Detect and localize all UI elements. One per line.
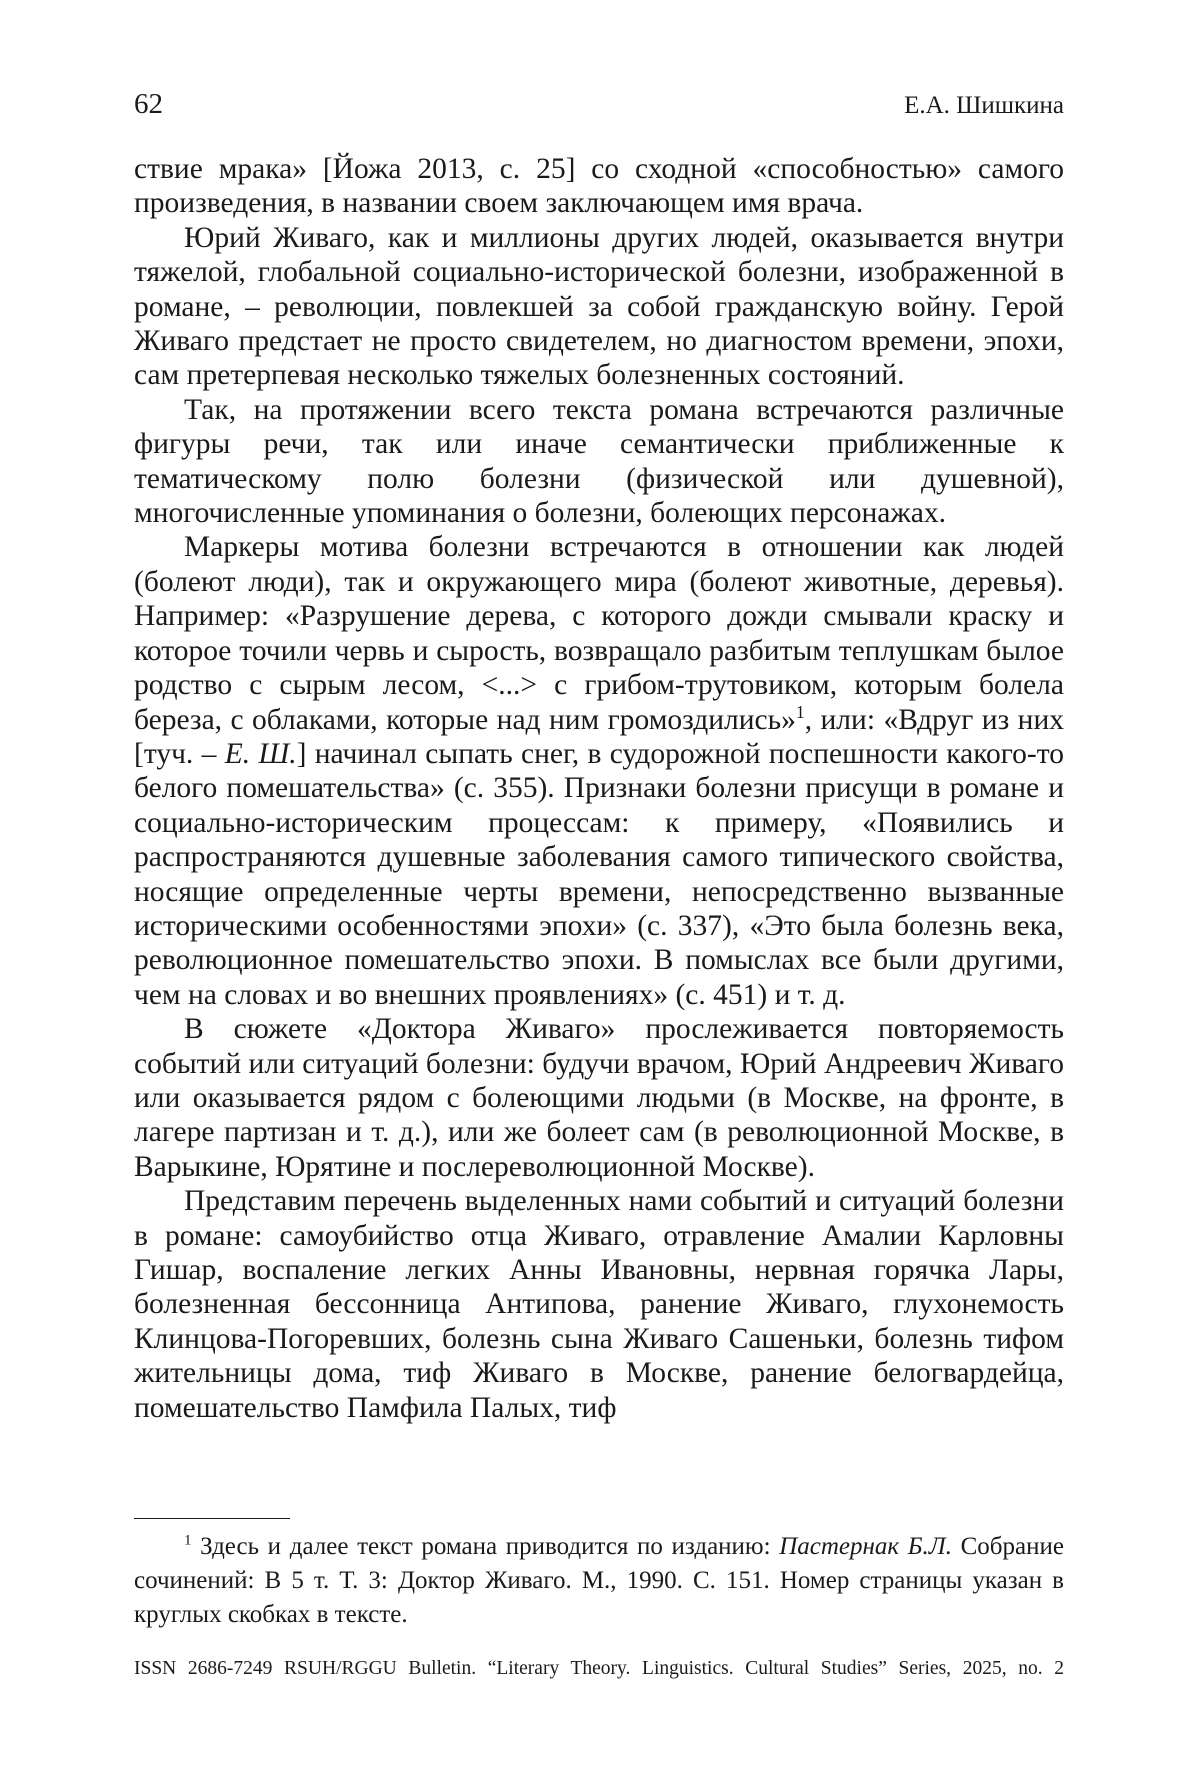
paragraph-3: Так, на протяжении всего текста романа встречаются различные фигуры речи, так или иначе семантически приближенные к тематическому полю болезни (физической или душевной), многочисленные упоминания о болезни, болеющих персонажах. — [134, 393, 1064, 531]
article-body — [134, 152, 1064, 1425]
running-author: Е.А. Шишкина — [904, 92, 1064, 120]
page-number: 62 — [134, 88, 163, 121]
paragraph-5: В сюжете «Доктора Живаго» прослеживается повторяемость событий или ситуаций болезни: будучи врачом, Юрий Андреевич Живаго или оказывается рядом с болеющими людьми (в Москве, на фронте, в лагере партизан и т. д.), или же болеет сам (в революционной Москве, в Варыкине, Юрятине и послереволюционной Москве). — [134, 1012, 1064, 1184]
journal-page — [0, 0, 1200, 1780]
paragraph-4-part-a: Маркеры мотива болезни встречаются в отношении как людей (болеют люди), так и окружающего мира (болеют животные, деревья). Например: «Разрушение дерева, с которого дожди смывали краску и которое точили червь и сырость, возвращало разбитым теплушкам былое родство с сырым лесом, <...> с грибом-трутовиком, которым болела береза, с облаками, которые над ним громоздились» — [134, 531, 1064, 735]
paragraph-6: Представим перечень выделенных нами событий и ситуаций болезни в романе: самоубийство отца Живаго, отравление Амалии Карловны Гишар, воспаление легких Анны Ивановны, нервная горячка Лары, болезненная бессонница Антипова, ранение Живаго, глухонемость Клинцова-Погоревших, болезнь сына Живаго Сашеньки, болезнь тифом жительницы дома, тиф Живаго в Москве, ранение белогвардейца, помешательство Памфила Палых, тиф — [134, 1184, 1064, 1425]
footnote-divider — [134, 1518, 290, 1519]
paragraph-4-part-c: ] начинал сыпать снег, в судорожной поспешности какого-то белого помешательства» (с. 355). Признаки болезни присущи в романе и социально-историческим процессам: к примеру, «Появились и распространяются душевные заболевания самого типического свойства, носящие определенные черты времени, непосредственно вызванные историческими особенностями эпохи» (с. 337), «Это была болезнь века, революционное помешательство эпохи. В помыслах все были другими, чем на словах и во внешних проявлениях» (с. 451) и т. д. — [134, 738, 1064, 1011]
running-footer: ISSN 2686-7249 RSUH/RGGU Bulletin. “Literary Theory. Linguistics. Cultural Studies” Series, 2025, no. 2 — [134, 1658, 1064, 1680]
footnote — [134, 1530, 1064, 1632]
paragraph-4-part-b: , или: «Вдруг из них [туч. – — [134, 704, 1064, 770]
footnote-text-b: Собрание сочинений: В 5 т. Т. 3: Доктор Живаго. М., 1990. С. 151. Номер страницы указан в круглых скобках в тексте. — [134, 1533, 1064, 1628]
footnote-text-a: Здесь и далее текст романа приводится по изданию: — [192, 1533, 780, 1560]
footnote-source-author: Пастернак Б.Л. — [779, 1533, 952, 1560]
footnote-reference[interactable]: 1 — [796, 702, 805, 722]
paragraph-1: ствие мрака» [Йожа 2013, с. 25] со сходной «способностью» самого произведения, в названии своем заключающем имя врача. — [134, 152, 1064, 221]
author-initials: Е. Ш. — [225, 738, 297, 770]
running-header — [134, 88, 1064, 121]
paragraph-2: Юрий Живаго, как и миллионы других людей, оказывается внутри тяжелой, глобальной социально-исторической болезни, изображенной в романе, – революции, повлекшей за собой гражданскую войну. Герой Живаго предстает не просто свидетелем, но диагностом времени, эпохи, сам претерпевая несколько тяжелых болезненных состояний. — [134, 221, 1064, 393]
paragraph-4 — [134, 530, 1064, 1012]
footnote-marker: 1 — [184, 1533, 192, 1549]
